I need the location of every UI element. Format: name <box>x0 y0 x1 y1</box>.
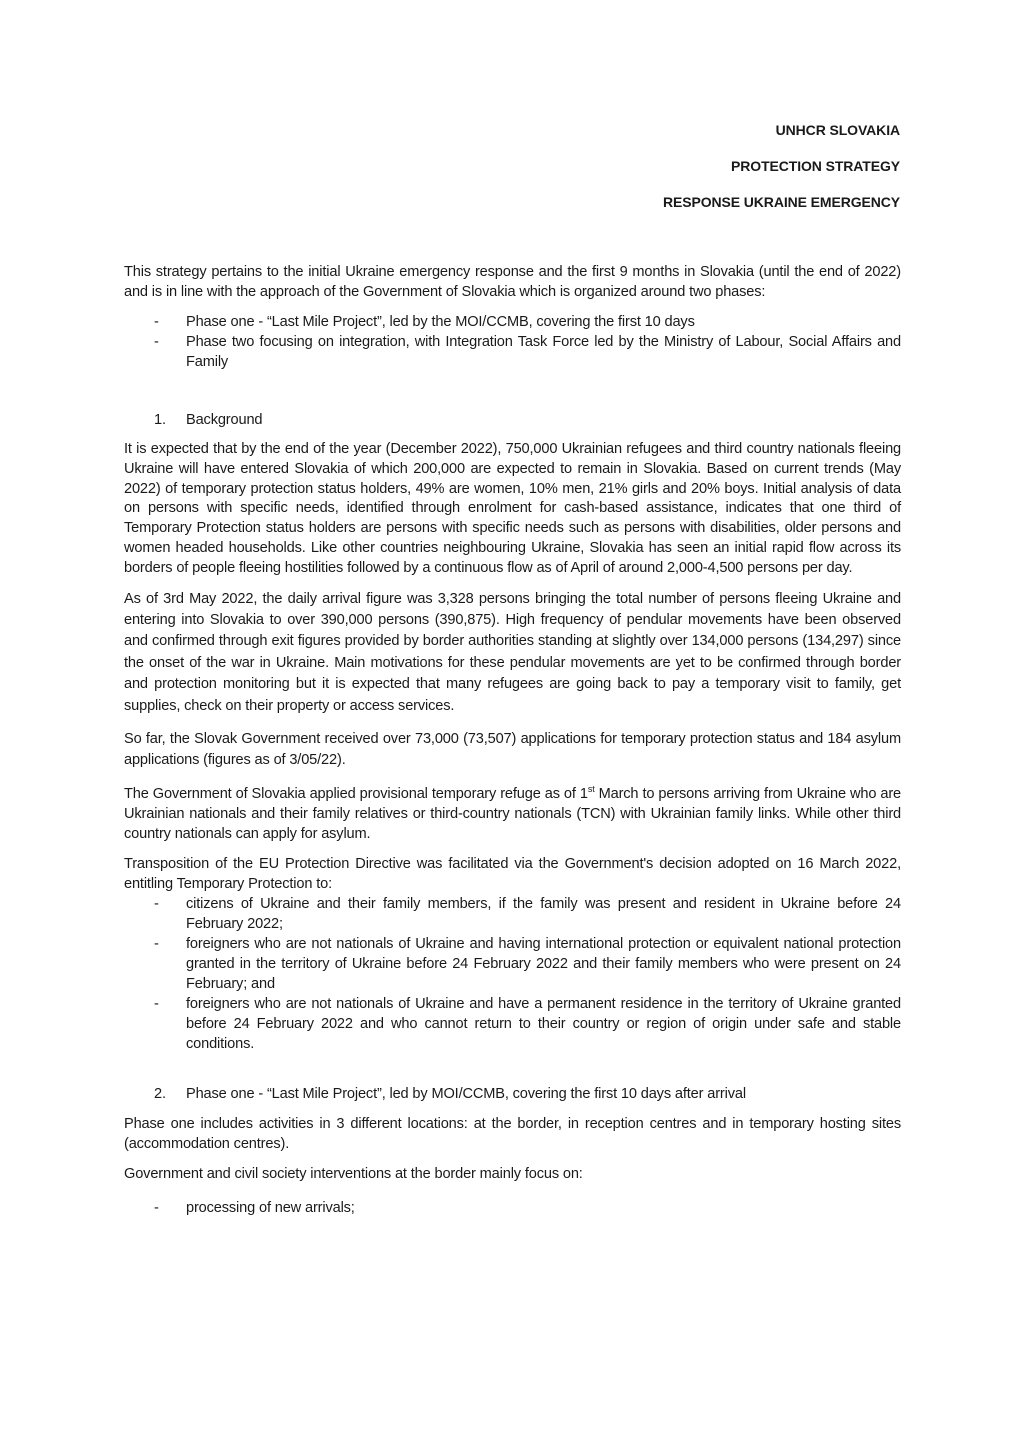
list-item <box>124 894 901 934</box>
paragraph-text: March to persons arriving from Ukraine who are Ukrainian nationals and their family relatives or third-country nationals (TCN) with Ukrainian family links. While other third country nationals can apply for asylum. <box>124 785 902 842</box>
bullet-dash: - <box>154 334 159 350</box>
phase-one-paragraph-2: Government and civil society interventions at the border mainly focus on: <box>124 1165 583 1182</box>
section-heading-background <box>124 410 901 430</box>
list-item-text: Phase one - “Last Mile Project”, led by the MOI/CCMB, covering the first 10 days <box>186 314 695 330</box>
list-item <box>124 994 901 1054</box>
list-item <box>124 934 901 994</box>
list-item-text: Phase two focusing on integration, with Integration Task Force led by the Ministry of Labour, Social Affairs and Family <box>186 334 901 370</box>
entitlement-list <box>124 894 901 1054</box>
background-paragraph-1: It is expected that by the end of the year (December 2022), 750,000 Ukrainian refugees and third country nationals fleeing Ukraine will have entered Slovakia of which 200,000 are expected to remain in Slovakia. Based on current trends (May 2022) of temporary protection status holders, 49% are women, 10% men, 21% girls and 20% boys. Initial analysis of data on persons with specific needs, identified through enrolment for cash-based assistance, indicates that one third of Temporary Protection status holders are persons with specific needs such as persons with disabilities, older persons and women headed households. Like other countries neighbouring Ukraine, Slovakia has seen an initial rapid flow across its borders of people fleeing hostilities followed by a continuous flow as of April of around 2,000-4,500 persons per day. <box>124 441 901 576</box>
section-number: 2. <box>154 1085 166 1102</box>
phase-one-paragraph-1: Phase one includes activities in 3 different locations: at the border, in reception centres and in temporary hosting sites (accommodation centres). <box>124 1115 901 1152</box>
document-body <box>124 262 901 1228</box>
list-item <box>124 1198 901 1218</box>
bullet-dash: - <box>154 314 159 330</box>
section-title: Phase one - “Last Mile Project”, led by MOI/CCMB, covering the first 10 days after arrival <box>186 1085 746 1102</box>
bullet-dash: - <box>154 995 159 1012</box>
list-item-text: processing of new arrivals; <box>186 1199 355 1216</box>
ordinal-suffix: st <box>587 783 595 794</box>
list-item-text: citizens of Ukraine and their family members, if the family was present and resident in Ukraine before 24 February 2022; <box>186 895 901 932</box>
background-paragraph-5: Transposition of the EU Protection Directive was facilitated via the Government's decision adopted on 16 March 2022, entitling Temporary Protection to: <box>124 855 901 892</box>
bullet-dash: - <box>154 895 159 912</box>
background-paragraph-4 <box>124 784 901 844</box>
document-header <box>663 121 900 229</box>
response-title: RESPONSE UKRAINE EMERGENCY <box>663 194 900 210</box>
list-item-text: foreigners who are not nationals of Ukraine and having international protection or equivalent national protection granted in the territory of Ukraine before 24 February 2022 and their family members who were present on 24 February; and <box>186 935 901 992</box>
intro-paragraph: This strategy pertains to the initial Ukraine emergency response and the first 9 months in Slovakia (until the end of 2022) and is in line with the approach of the Government of Slovakia which is organized around two phases: <box>124 264 901 300</box>
background-paragraph-2: As of 3rd May 2022, the daily arrival figure was 3,328 persons bringing the total number of persons fleeing Ukraine and entering into Slovakia to over 390,000 persons (390,875). High frequency of pendular movements have been observed and confirmed through exit figures provided by border authorities standing at slightly over 134,000 persons (134,297) since the onset of the war in Ukraine. Main motivations for these pendular movements are yet to be confirmed through border and protection monitoring but it is expected that many refugees are going back to pay a temporary visit to family, get supplies, check on their property or access services. <box>124 590 901 714</box>
org-title: UNHCR SLOVAKIA <box>775 122 900 138</box>
bullet-dash: - <box>154 935 159 952</box>
strategy-title: PROTECTION STRATEGY <box>731 158 900 174</box>
phases-list <box>124 312 901 372</box>
background-paragraph-3: So far, the Slovak Government received over 73,000 (73,507) applications for temporary protection status and 184 asylum applications (figures as of 3/05/22). <box>124 731 901 769</box>
section-number: 1. <box>154 412 166 428</box>
list-item <box>124 332 901 372</box>
paragraph-text: The Government of Slovakia applied provisional temporary refuge as of 1 <box>124 785 588 802</box>
list-item-text: foreigners who are not nationals of Ukraine and have a permanent residence in the territory of Ukraine granted before 24 February 2022 and who cannot return to their country or region of origin under safe and stable conditions. <box>186 995 901 1052</box>
border-interventions-list <box>124 1198 901 1218</box>
bullet-dash: - <box>154 1199 159 1216</box>
list-item <box>124 312 901 332</box>
section-title: Background <box>186 412 263 428</box>
section-heading-phase-one <box>124 1084 901 1104</box>
